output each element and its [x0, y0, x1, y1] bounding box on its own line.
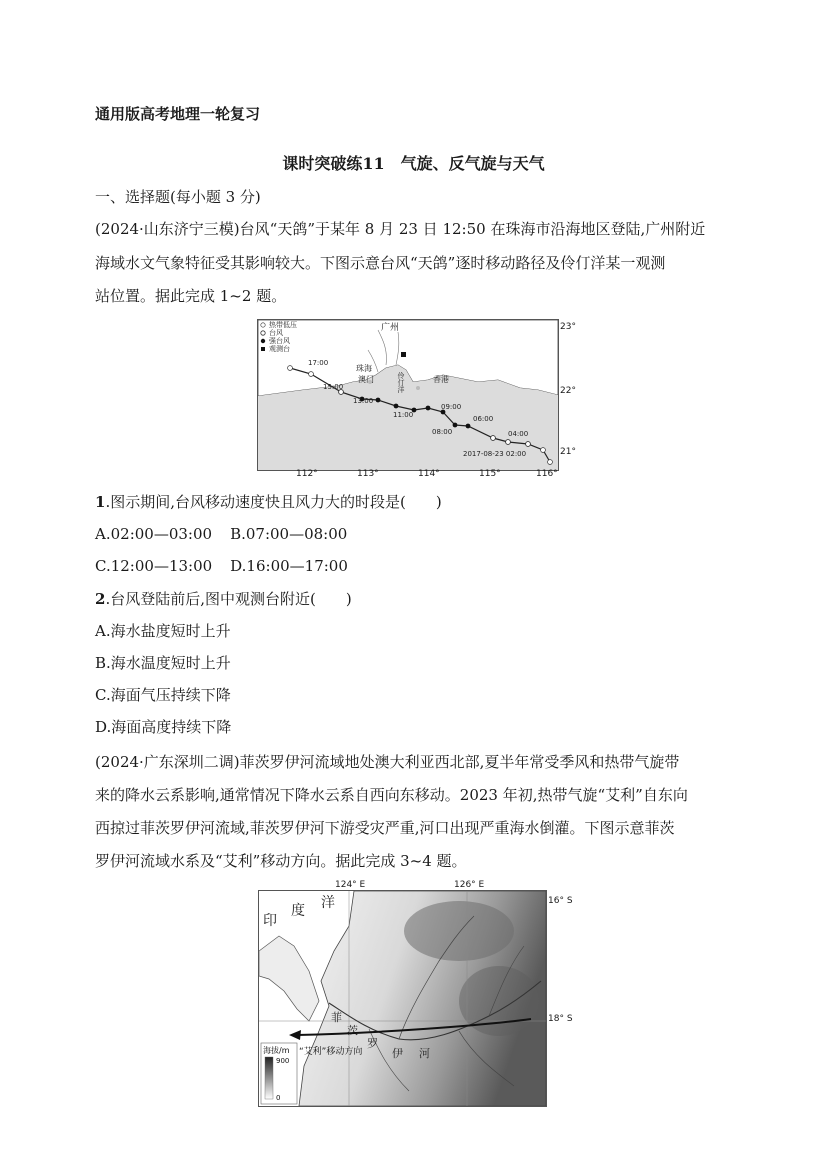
lat-tick: 21°	[560, 447, 576, 457]
q1-option-a: A.02:00—03:00	[95, 525, 213, 543]
intro2-line-4: 罗伊河流域水系及“艾利”移动方向。据此完成 3~4 题。	[95, 852, 467, 870]
river-name-4: 伊	[392, 1047, 403, 1060]
highland	[404, 901, 514, 961]
track-point	[541, 448, 546, 453]
fitzroy-river-map	[258, 890, 547, 1107]
track-point	[491, 436, 496, 441]
lon-tick: 116°	[536, 469, 558, 479]
time-label: 08:00	[432, 428, 453, 436]
legend-icon-station	[261, 347, 265, 351]
track-point	[309, 372, 314, 377]
q1-option-b: B.07:00—08:00	[230, 525, 348, 543]
q2-option-c: C.海面气压持续下降	[95, 686, 231, 704]
sea-name-3: 洋	[321, 895, 335, 911]
river-name-3: 罗	[367, 1037, 378, 1050]
fitzroy-map-svg	[259, 891, 546, 1106]
lat-tick: 23°	[560, 322, 576, 332]
observation-station	[401, 352, 406, 357]
intro1-line-2: 海域水文气象特征受其影响较大。下图示意台风“天鸽”逐时移动路径及伶仃洋某一观测	[95, 254, 666, 272]
typhoon-track-map	[257, 319, 559, 471]
time-label: 15:00	[323, 383, 344, 391]
sea-name-2: 度	[291, 903, 305, 919]
time-label: 04:00	[508, 430, 529, 438]
time-label: 06:00	[473, 415, 494, 423]
lon-tick: 115°	[479, 469, 501, 479]
elevation-min: 0	[276, 1094, 281, 1102]
track-point	[506, 440, 511, 445]
lat-tick: 22°	[560, 386, 576, 396]
legend-icon-strong-typhoon	[261, 339, 265, 343]
lon-tick: 126° E	[454, 880, 485, 890]
lon-tick: 112°	[296, 469, 318, 479]
q2-option-d: D.海面高度持续下降	[95, 718, 232, 736]
track-point	[394, 404, 399, 409]
place-aomen: 澳门	[358, 375, 374, 384]
time-label: 13:00	[353, 397, 374, 405]
track-point	[288, 366, 293, 371]
intro2-line-3: 西掠过菲茨罗伊河流域,菲茨罗伊河下游受灾严重,河口出现严重海水倒灌。下图示意菲茨	[95, 819, 675, 837]
q1-option-c: C.12:00—13:00	[95, 557, 213, 575]
q2-option-a: A.海水盐度短时上升	[95, 622, 231, 640]
time-label: 09:00	[441, 403, 462, 411]
question-2-number: 2	[95, 590, 106, 608]
doc-header: 通用版高考地理一轮复习	[95, 105, 261, 123]
island	[416, 386, 420, 390]
q2-option-b: B.海水温度短时上升	[95, 654, 231, 672]
legend-typhoon: 台风	[269, 329, 283, 337]
q1-option-d: D.16:00—17:00	[230, 557, 348, 575]
typhoon-map-svg	[258, 320, 558, 470]
place-lingding: 伶仃洋	[397, 372, 405, 393]
intro1-line-3: 站位置。据此完成 1~2 题。	[95, 287, 287, 305]
page-title: 课时突破练11 气旋、反气旋与天气	[282, 154, 545, 173]
question-1-options-row2	[95, 556, 348, 576]
track-point	[426, 406, 431, 411]
place-xianggang: 香港	[433, 375, 449, 384]
time-label: 11:00	[393, 411, 414, 419]
legend-station: 观测台	[269, 345, 290, 353]
track-point	[526, 442, 531, 447]
legend-icon-typhoon	[261, 331, 265, 335]
time-label: 2017-08-23 02:00	[463, 450, 527, 458]
place-zhuhai: 珠海	[356, 364, 372, 373]
intro1-line-1: (2024·山东济宁三模)台风“天鸽”于某年 8 月 23 日 12:50 在珠海市沿海地区登陆,广州附近	[95, 220, 706, 238]
track-point	[453, 423, 458, 428]
place-guangzhou: 广州	[381, 323, 400, 333]
question-2-stem: .台风登陆前后,图中观测台附近( )	[105, 590, 352, 608]
track-point	[376, 398, 381, 403]
intro2-line-1: (2024·广东深圳二调)菲茨罗伊河流域地处澳大利亚西北部,夏半年常受季风和热带气旋带	[95, 753, 680, 771]
lon-tick: 113°	[357, 469, 379, 479]
legend-depression: 热带低压	[269, 321, 297, 329]
lon-tick: 114°	[418, 469, 440, 479]
lon-tick: 124° E	[335, 880, 366, 890]
elevation-max: 900	[276, 1057, 290, 1065]
time-label: 17:00	[308, 359, 329, 367]
river-name-5: 河	[419, 1047, 430, 1060]
legend-icon-depression	[261, 323, 265, 327]
track-point	[466, 424, 471, 429]
section-heading: 一、选择题(每小题 3 分)	[95, 188, 261, 206]
elevation-legend-title: 海拔/m	[263, 1046, 290, 1055]
question-1	[95, 492, 442, 512]
intro2-line-2: 来的降水云系影响,通常情况下降水云系自西向东移动。2023 年初,热带气旋“艾利”自东向	[95, 786, 688, 804]
arrow-label: “艾利”移动方向	[299, 1047, 363, 1057]
question-2	[95, 589, 352, 609]
lat-tick: 18° S	[548, 1014, 573, 1024]
track-point	[548, 460, 553, 465]
lat-tick: 16° S	[548, 896, 573, 906]
question-1-options-row1	[95, 524, 347, 544]
question-1-stem: .图示期间,台风移动速度快且风力大的时段是( )	[105, 493, 442, 511]
river-name-2: 茨	[347, 1024, 358, 1037]
question-1-number: 1	[95, 493, 106, 511]
legend-strong-typhoon: 强台风	[269, 337, 290, 345]
river-name-1: 菲	[331, 1011, 342, 1024]
sea-name-1: 印	[263, 913, 277, 929]
elevation-scale	[265, 1057, 273, 1099]
